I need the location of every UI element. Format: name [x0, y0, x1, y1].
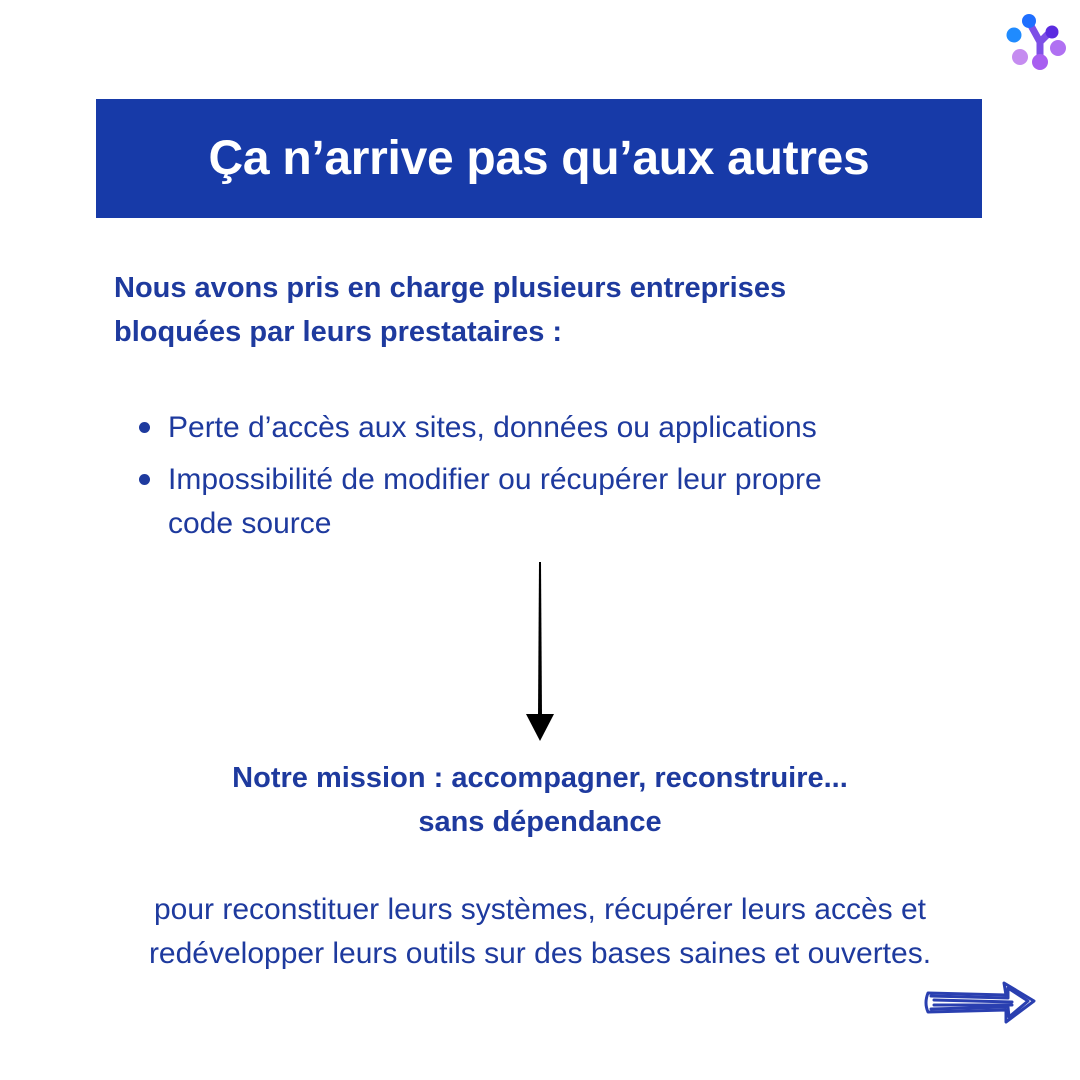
problem-list [136, 406, 976, 554]
page-title: Ça n’arrive pas qu’aux autres [208, 132, 870, 185]
intro-line: bloquées par leurs prestataires : [114, 316, 563, 348]
list-item-text: Perte d’accès aux sites, données ou applications [168, 411, 817, 444]
list-item-text: code source [168, 507, 332, 540]
molecule-dots-logo-icon [1002, 8, 1070, 76]
intro-line: Nous avons pris en charge plusieurs entreprises [114, 272, 787, 304]
mission-line: sans dépendance [418, 806, 662, 838]
list-item [136, 458, 976, 546]
list-item-text: Impossibilité de modifier ou récupérer leur propre [168, 463, 822, 496]
closing-line: pour reconstituer leurs systèmes, récupérer leurs accès et [154, 893, 926, 926]
list-item [136, 406, 976, 450]
hand-drawn-right-arrow-icon[interactable] [922, 978, 1040, 1034]
closing-text [60, 888, 1020, 976]
intro-text [114, 266, 934, 354]
title-banner [96, 99, 982, 218]
down-arrow-icon [522, 560, 558, 745]
mission-statement [90, 756, 990, 844]
mission-line: Notre mission : accompagner, reconstruire... [232, 762, 848, 794]
closing-line: redévelopper leurs outils sur des bases saines et ouvertes. [148, 937, 932, 970]
